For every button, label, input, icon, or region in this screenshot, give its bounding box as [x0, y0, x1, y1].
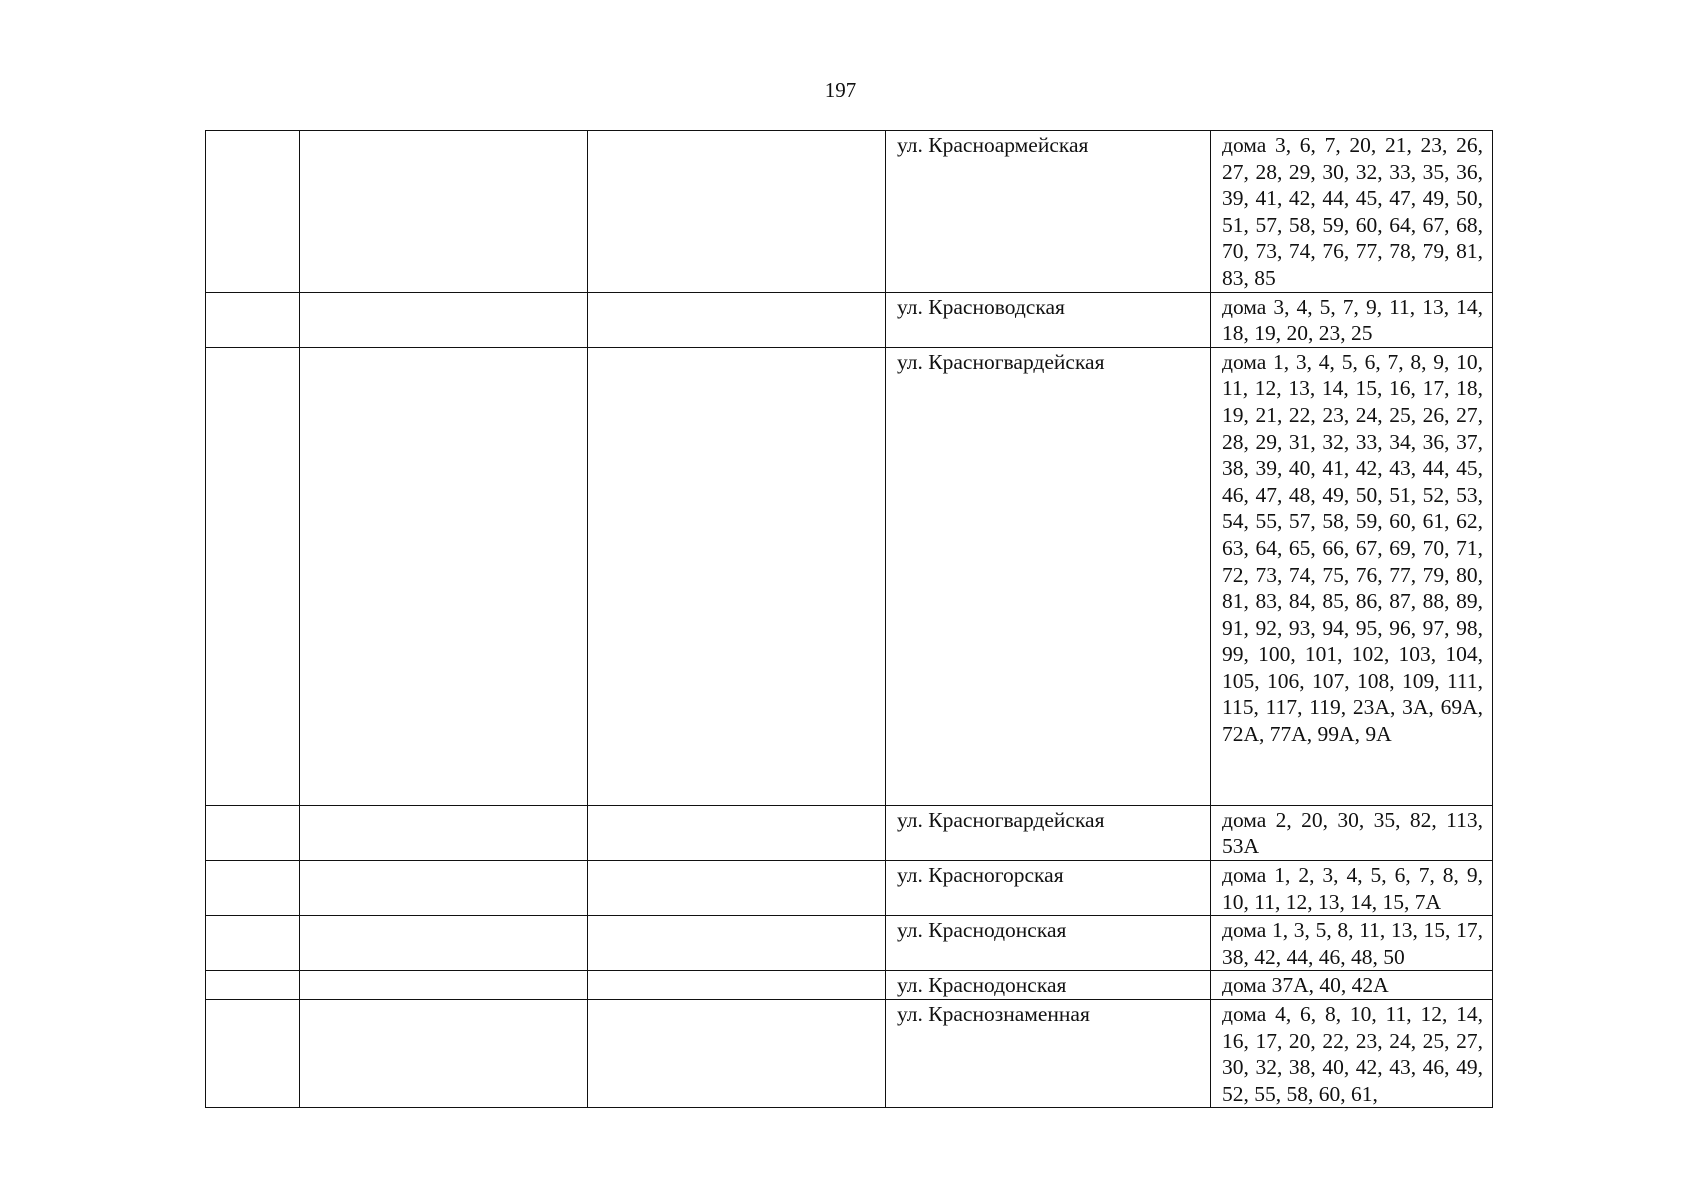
page-number: 197 — [824, 78, 857, 102]
empty-cell — [206, 805, 300, 860]
empty-cell — [588, 916, 886, 971]
street-cell: ул. Краснодонская — [886, 971, 1211, 1000]
empty-cell — [206, 860, 300, 915]
street-cell: ул. Красногвардейская — [886, 347, 1211, 805]
empty-cell — [206, 971, 300, 1000]
houses-cell: дома 3, 6, 7, 20, 21, 23, 26, 27, 28, 29, 30, 32, 33, 35, 36, 39, 41, 42, 44, 45, 47, 49, 50, 51, 57, 58, 59, 60, 64, 67, 68, 70, 73, 74, 76, 77, 78, 79, 81, 83, 85 — [1211, 131, 1493, 293]
table-row — [206, 999, 1493, 1107]
houses-cell: дома 4, 6, 8, 10, 11, 12, 14, 16, 17, 20, 22, 23, 24, 25, 27, 30, 32, 38, 40, 42, 43, 46, 49, 52, 55, 58, 60, 61, — [1211, 999, 1493, 1107]
houses-cell: дома 1, 3, 5, 8, 11, 13, 15, 17, 38, 42, 44, 46, 48, 50 — [1211, 916, 1493, 971]
empty-cell — [300, 971, 588, 1000]
empty-cell — [206, 347, 300, 805]
houses-cell: дома 1, 3, 4, 5, 6, 7, 8, 9, 10, 11, 12, 13, 14, 15, 16, 17, 18, 19, 21, 22, 23, 24, 25, 26, 27, 28, 29, 31, 32, 33, 34, 36, 37, 38, 39, 40, 41, 42, 43, 44, 45, 46, 47, 48, 49, 50, 51, 52, 53, 54, 55, 57, 58, 59, 60, 61, 62, 63, 64, 65, 66, 67, 69, 70, 71, 72, 73, 74, 75, 76, 77, 79, 80, 81, 83, 84, 85, 86, 87, 88, 89, 91, 92, 93, 94, 95, 96, 97, 98, 99, 100, 101, 102, 103, 104, 105, 106, 107, 108, 109, 111, 115, 117, 119, 23А, 3А, 69А, 72А, 77А, 99А, 9А — [1211, 347, 1493, 805]
empty-cell — [206, 131, 300, 293]
street-cell: ул. Краснознаменная — [886, 999, 1211, 1107]
empty-cell — [300, 999, 588, 1107]
empty-cell — [300, 347, 588, 805]
street-cell: ул. Краснодонская — [886, 916, 1211, 971]
empty-cell — [588, 131, 886, 293]
table-row — [206, 860, 1493, 915]
empty-cell — [300, 860, 588, 915]
empty-cell — [588, 347, 886, 805]
table-row — [206, 131, 1493, 293]
empty-cell — [300, 916, 588, 971]
empty-cell — [588, 971, 886, 1000]
table-row — [206, 805, 1493, 860]
empty-cell — [300, 292, 588, 347]
address-table — [205, 130, 1493, 1108]
empty-cell — [588, 999, 886, 1107]
houses-cell: дома 37А, 40, 42А — [1211, 971, 1493, 1000]
houses-cell: дома 3, 4, 5, 7, 9, 11, 13, 14, 18, 19, 20, 23, 25 — [1211, 292, 1493, 347]
houses-cell: дома 2, 20, 30, 35, 82, 113, 53А — [1211, 805, 1493, 860]
street-cell: ул. Красноармейская — [886, 131, 1211, 293]
street-cell: ул. Красногорская — [886, 860, 1211, 915]
houses-cell: дома 1, 2, 3, 4, 5, 6, 7, 8, 9, 10, 11, 12, 13, 14, 15, 7А — [1211, 860, 1493, 915]
table-row — [206, 916, 1493, 971]
table-row — [206, 971, 1493, 1000]
table-row — [206, 347, 1493, 805]
table-row — [206, 292, 1493, 347]
street-cell: ул. Красноводская — [886, 292, 1211, 347]
empty-cell — [206, 292, 300, 347]
empty-cell — [300, 805, 588, 860]
empty-cell — [206, 999, 300, 1107]
street-cell: ул. Красногвардейская — [886, 805, 1211, 860]
empty-cell — [206, 916, 300, 971]
empty-cell — [300, 131, 588, 293]
empty-cell — [588, 292, 886, 347]
empty-cell — [588, 805, 886, 860]
empty-cell — [588, 860, 886, 915]
